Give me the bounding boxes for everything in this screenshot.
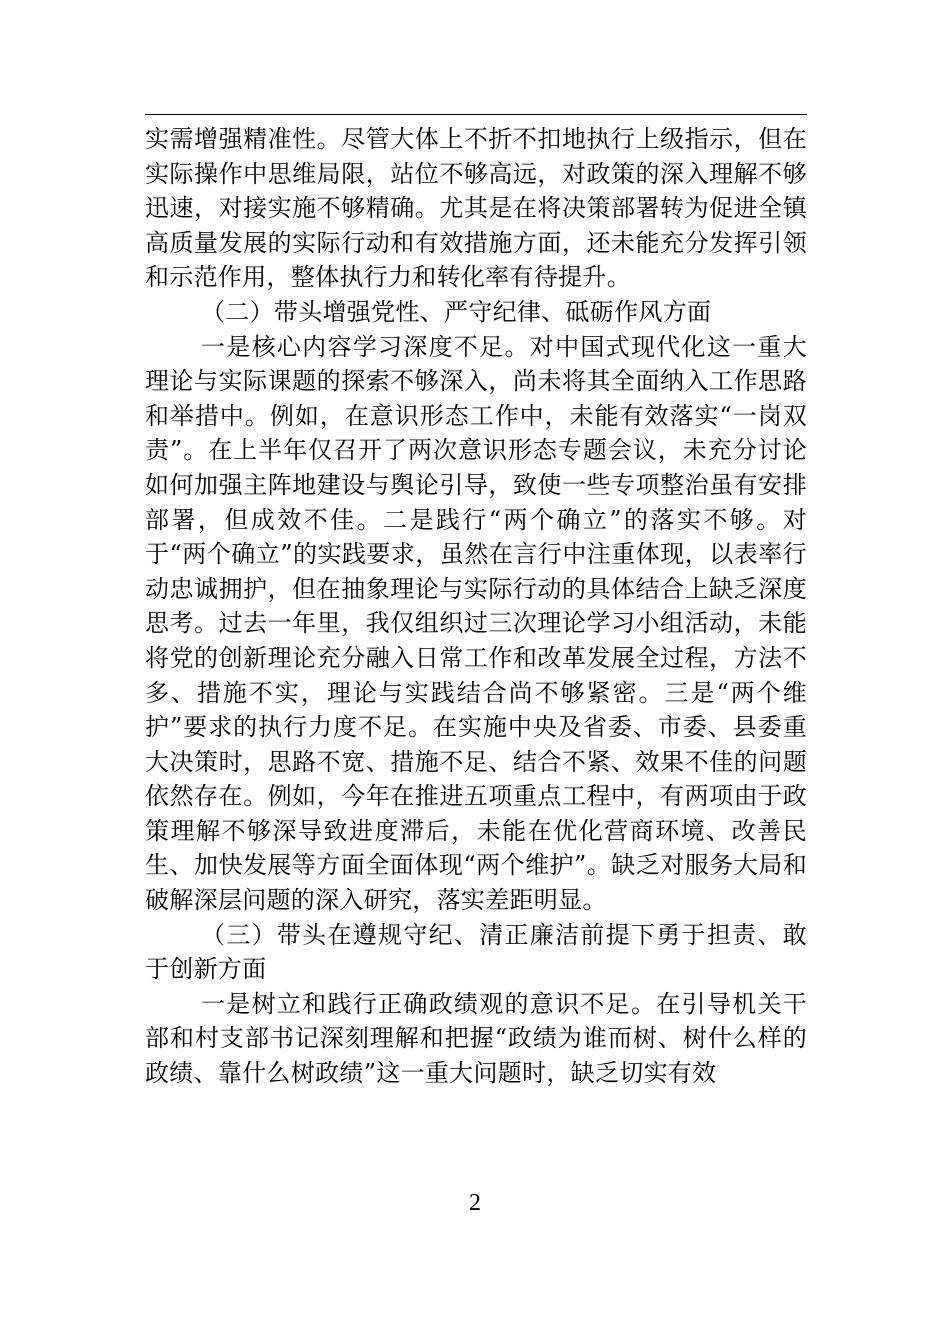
paragraph-continuation: 实需增强精准性。尽管大体上不折不扣地执行上级指示，但在实际操作中思维局限，站位不够高远，对政策的深入理解不够迅速，对接实施不够精确。尤其是在将决策部署转为促进全镇高质量发展的实际行动和有效措施方面，还未能充分发挥引领和示范作用，整体执行力和转化率有待提升。 [145, 125, 807, 292]
document-body [145, 122, 807, 1091]
section-heading-two: （二）带头增强党性、严守纪律、砥砺作风方面 [201, 297, 712, 326]
header-rule [145, 114, 807, 115]
page-number: 2 [469, 1190, 481, 1216]
paragraph-party-spirit: 一是核心内容学习深度不足。对中国式现代化这一重大理论与实际课题的探索不够深入，尚未将其全面纳入工作思路和举措中。例如，在意识形态工作中，未能有效落实“一岗双责”。在上半年仅召开了两次意识形态专题会议，未充分讨论如何加强主阵地建设与舆论引导，致使一些专项整治虽有安排部署，但成效不佳。二是践行“两个确立”的落实不够。对于“两个确立”的实践要求，虽然在言行中注重体现，以表率行动忠诚拥护，但在抽象理论与实际行动的具体结合上缺乏深度思考。过去一年里，我仅组织过三次理论学习小组活动，未能将党的创新理论充分融入日常工作和改革发展全过程，方法不多、措施不实，理论与实践结合尚不够紧密。三是“两个维护”要求的执行力度不足。在实施中央及省委、市委、县委重大决策时，思路不宽、措施不足、结合不紧、效果不佳的问题依然存在。例如，今年在推进五项重点工程中，有两项由于政策理解不够深导致进度滞后，未能在优化营商环境、改善民生、加快发展等方面全面体现“两个维护”。缺乏对服务大局和破解深层问题的深入研究，落实差距明显。 [145, 332, 807, 915]
section-heading-three: （三）带头在遵规守纪、清正廉洁前提下勇于担责、敢于创新方面 [145, 920, 807, 984]
paragraph-performance-view: 一是树立和践行正确政绩观的意识不足。在引导机关干部和村支部书记深刻理解和把握“政绩为谁而树、树什么样的政绩、靠什么树政绩”这一重大问题时，缺乏切实有效 [145, 989, 807, 1088]
